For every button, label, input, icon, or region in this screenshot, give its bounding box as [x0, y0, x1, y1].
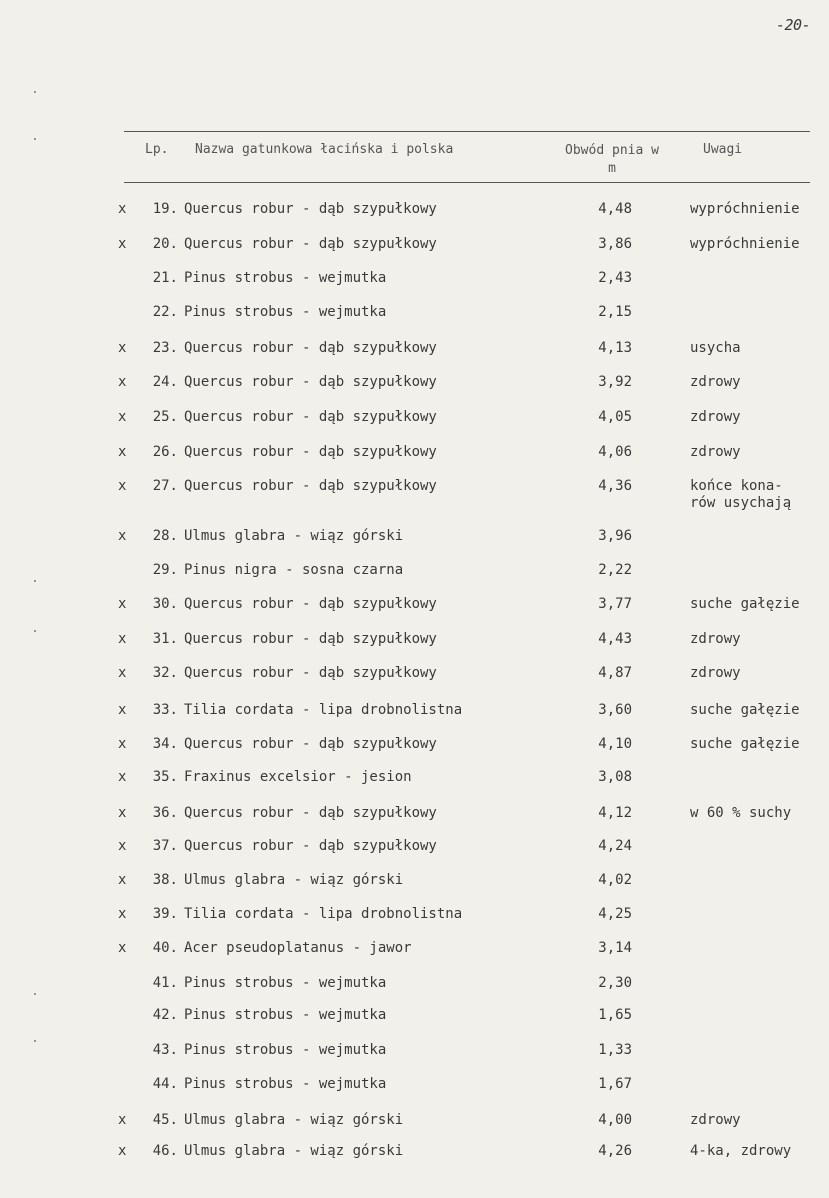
species-name: Pinus strobus - wejmutka: [184, 1076, 387, 1092]
table-row: [0, 562, 829, 586]
row-number: 37.: [152, 838, 178, 854]
table-row: [0, 872, 829, 896]
row-note: zdrowy: [690, 409, 741, 425]
species-name: Quercus robur - dąb szypułkowy: [184, 409, 437, 425]
row-mark: x: [118, 838, 127, 854]
table-row: [0, 805, 829, 829]
trunk-circumference: 4,06: [598, 444, 632, 460]
row-mark: x: [118, 478, 127, 494]
header-obwod: Obwód pnia w m: [565, 143, 659, 176]
species-name: Quercus robur - dąb szypułkowy: [184, 838, 437, 854]
row-mark: x: [118, 631, 127, 647]
trunk-circumference: 4,00: [598, 1112, 632, 1128]
row-mark: x: [118, 340, 127, 356]
row-number: 42.: [152, 1007, 178, 1023]
trunk-circumference: 1,67: [598, 1076, 632, 1092]
species-name: Quercus robur - dąb szypułkowy: [184, 201, 437, 217]
row-number: 39.: [152, 906, 178, 922]
table-row: [0, 528, 829, 552]
species-name: Pinus strobus - wejmutka: [184, 975, 387, 991]
table-row: [0, 906, 829, 930]
margin-dot: [34, 91, 36, 93]
trunk-circumference: 4,26: [598, 1143, 632, 1159]
table-row: [0, 702, 829, 726]
row-number: 35.: [152, 769, 178, 785]
table-row: [0, 270, 829, 294]
row-mark: x: [118, 201, 127, 217]
row-number: 30.: [152, 596, 178, 612]
row-note: 4-ka, zdrowy: [690, 1143, 792, 1159]
row-number: 46.: [152, 1143, 178, 1159]
row-number: 27.: [152, 478, 178, 494]
row-mark: x: [118, 665, 127, 681]
row-mark: x: [118, 528, 127, 544]
table-row: [0, 631, 829, 655]
trunk-circumference: 2,22: [598, 562, 632, 578]
species-name: Ulmus glabra - wiąz górski: [184, 528, 404, 544]
row-number: 31.: [152, 631, 178, 647]
table-row: [0, 838, 829, 862]
header-lp: Lp.: [145, 142, 169, 157]
row-number: 26.: [152, 444, 178, 460]
trunk-circumference: 4,05: [598, 409, 632, 425]
trunk-circumference: 4,87: [598, 665, 632, 681]
row-note: wypróchnienie: [690, 201, 800, 217]
species-name: Quercus robur - dąb szypułkowy: [184, 444, 437, 460]
table-row: [0, 596, 829, 620]
header-nazwa: Nazwa gatunkowa łacińska i polska: [195, 142, 454, 157]
row-mark: x: [118, 872, 127, 888]
species-name: Fraxinus excelsior - jesion: [184, 769, 412, 785]
species-name: Pinus strobus - wejmutka: [184, 1007, 387, 1023]
species-name: Quercus robur - dąb szypułkowy: [184, 374, 437, 390]
table-row: [0, 769, 829, 793]
row-mark: x: [118, 906, 127, 922]
row-number: 33.: [152, 702, 178, 718]
trunk-circumference: 1,65: [598, 1007, 632, 1023]
row-note: wypróchnienie: [690, 236, 800, 252]
table-row: [0, 409, 829, 433]
row-number: 32.: [152, 665, 178, 681]
species-name: Quercus robur - dąb szypułkowy: [184, 805, 437, 821]
row-number: 43.: [152, 1042, 178, 1058]
row-number: 38.: [152, 872, 178, 888]
trunk-circumference: 3,08: [598, 769, 632, 785]
trunk-circumference: 4,43: [598, 631, 632, 647]
trunk-circumference: 3,86: [598, 236, 632, 252]
trunk-circumference: 3,92: [598, 374, 632, 390]
table-row: [0, 665, 829, 689]
table-row: [0, 1112, 829, 1136]
row-note: suche gałęzie: [690, 702, 800, 718]
row-number: 34.: [152, 736, 178, 752]
trunk-circumference: 2,15: [598, 304, 632, 320]
table-row: [0, 940, 829, 964]
species-name: Quercus robur - dąb szypułkowy: [184, 236, 437, 252]
table-row: [0, 975, 829, 999]
row-note: w 60 % suchy: [690, 805, 792, 821]
species-name: Ulmus glabra - wiąz górski: [184, 1143, 404, 1159]
species-name: Ulmus glabra - wiąz górski: [184, 872, 404, 888]
row-note: suche gałęzie: [690, 596, 800, 612]
species-name: Quercus robur - dąb szypułkowy: [184, 736, 437, 752]
trunk-circumference: 4,48: [598, 201, 632, 217]
row-mark: x: [118, 444, 127, 460]
page-number: -20-: [776, 16, 811, 34]
row-number: 28.: [152, 528, 178, 544]
row-mark: x: [118, 1143, 127, 1159]
row-number: 29.: [152, 562, 178, 578]
row-mark: x: [118, 805, 127, 821]
species-name: Quercus robur - dąb szypułkowy: [184, 596, 437, 612]
table-row: [0, 1042, 829, 1066]
row-mark: x: [118, 702, 127, 718]
row-mark: x: [118, 940, 127, 956]
table-top-rule: [124, 131, 810, 132]
species-name: Ulmus glabra - wiąz górski: [184, 1112, 404, 1128]
trunk-circumference: 3,60: [598, 702, 632, 718]
table-row: [0, 1007, 829, 1031]
trunk-circumference: 3,14: [598, 940, 632, 956]
table-row: [0, 478, 829, 511]
row-note: usycha: [690, 340, 741, 356]
trunk-circumference: 2,43: [598, 270, 632, 286]
species-name: Pinus strobus - wejmutka: [184, 270, 387, 286]
row-mark: x: [118, 1112, 127, 1128]
trunk-circumference: 4,02: [598, 872, 632, 888]
row-note: zdrowy: [690, 665, 741, 681]
row-number: 20.: [152, 236, 178, 252]
table-row: [0, 236, 829, 260]
row-number: 45.: [152, 1112, 178, 1128]
trunk-circumference: 4,13: [598, 340, 632, 356]
table-row: [0, 201, 829, 225]
row-note: zdrowy: [690, 1112, 741, 1128]
row-number: 21.: [152, 270, 178, 286]
row-number: 25.: [152, 409, 178, 425]
table-row: [0, 1143, 829, 1167]
row-mark: x: [118, 236, 127, 252]
row-mark: x: [118, 596, 127, 612]
trunk-circumference: 3,77: [598, 596, 632, 612]
margin-dot: [34, 138, 36, 140]
table-row: [0, 340, 829, 364]
species-name: Pinus nigra - sosna czarna: [184, 562, 404, 578]
species-name: Quercus robur - dąb szypułkowy: [184, 340, 437, 356]
species-name: Tilia cordata - lipa drobnolistna: [184, 906, 463, 922]
trunk-circumference: 2,30: [598, 975, 632, 991]
table-header-rule: [124, 182, 810, 183]
row-number: 24.: [152, 374, 178, 390]
row-note: zdrowy: [690, 374, 741, 390]
trunk-circumference: 4,25: [598, 906, 632, 922]
row-note: zdrowy: [690, 631, 741, 647]
table-row: [0, 444, 829, 468]
row-mark: x: [118, 374, 127, 390]
species-name: Pinus strobus - wejmutka: [184, 304, 387, 320]
row-number: 40.: [152, 940, 178, 956]
row-mark: x: [118, 736, 127, 752]
trunk-circumference: 4,36: [598, 478, 632, 494]
table-row: [0, 1076, 829, 1100]
species-name: Quercus robur - dąb szypułkowy: [184, 478, 437, 494]
row-note: końce kona- rów usychają: [690, 478, 792, 511]
table-row: [0, 736, 829, 760]
trunk-circumference: 3,96: [598, 528, 632, 544]
species-name: Quercus robur - dąb szypułkowy: [184, 631, 437, 647]
row-note: zdrowy: [690, 444, 741, 460]
header-uwagi: Uwagi: [703, 142, 743, 157]
row-number: 44.: [152, 1076, 178, 1092]
row-number: 19.: [152, 201, 178, 217]
species-name: Quercus robur - dąb szypułkowy: [184, 665, 437, 681]
species-name: Pinus strobus - wejmutka: [184, 1042, 387, 1058]
trunk-circumference: 4,12: [598, 805, 632, 821]
trunk-circumference: 1,33: [598, 1042, 632, 1058]
species-name: Tilia cordata - lipa drobnolistna: [184, 702, 463, 718]
row-note: suche gałęzie: [690, 736, 800, 752]
row-number: 22.: [152, 304, 178, 320]
row-mark: x: [118, 409, 127, 425]
table-row: [0, 304, 829, 328]
row-number: 23.: [152, 340, 178, 356]
table-row: [0, 374, 829, 398]
row-number: 36.: [152, 805, 178, 821]
trunk-circumference: 4,24: [598, 838, 632, 854]
trunk-circumference: 4,10: [598, 736, 632, 752]
row-number: 41.: [152, 975, 178, 991]
species-name: Acer pseudoplatanus - jawor: [184, 940, 412, 956]
row-mark: x: [118, 769, 127, 785]
